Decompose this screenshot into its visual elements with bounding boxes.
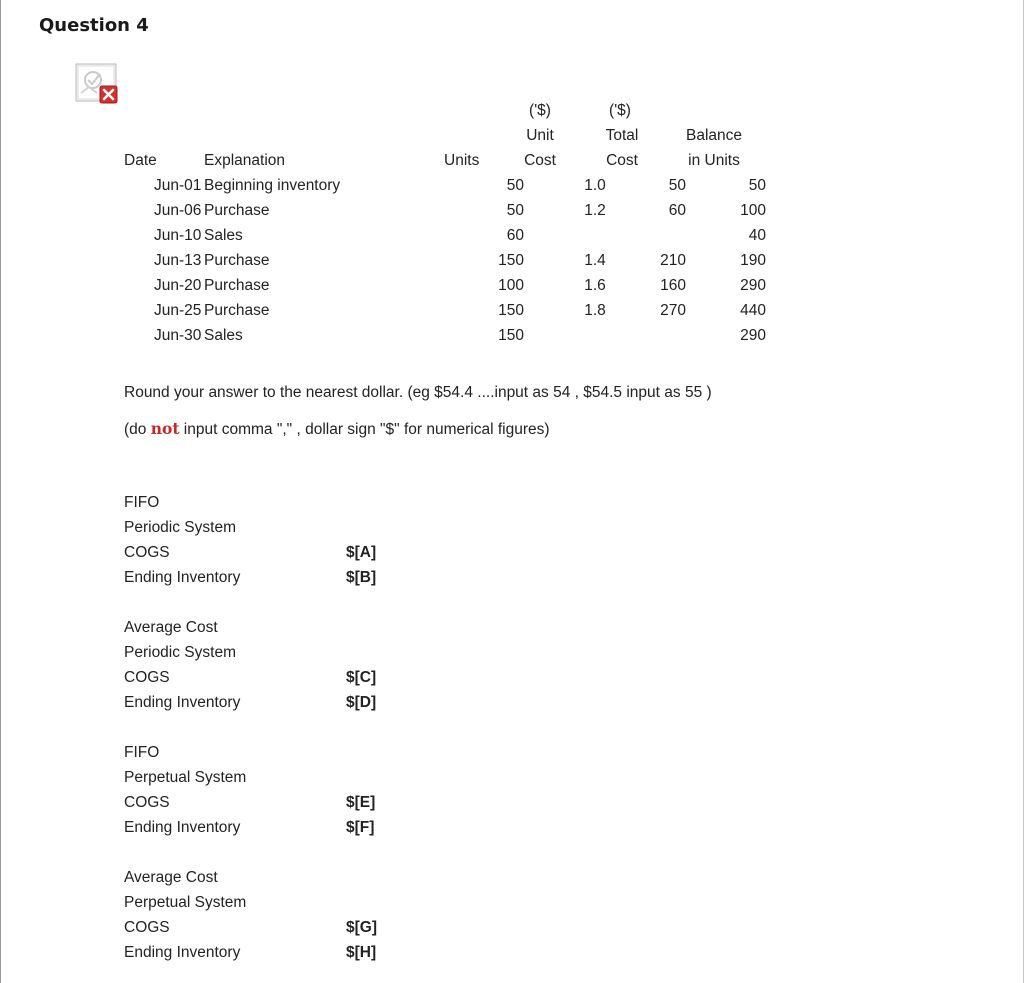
row-units: 100 [498, 277, 524, 294]
row-units: 150 [498, 302, 524, 319]
page-left-border [0, 0, 1, 983]
cogs-label: COGS [124, 669, 170, 686]
input-format-instruction [124, 420, 550, 439]
row-explanation: Beginning inventory [204, 177, 341, 194]
section-method: Average Cost [124, 619, 218, 636]
section-system: Periodic System [124, 644, 236, 661]
header-date: Date [124, 152, 157, 169]
row-balance: 40 [748, 227, 766, 244]
row-date: Jun-13 [154, 252, 202, 269]
section-method: FIFO [124, 744, 160, 761]
row-balance: 190 [740, 252, 766, 269]
row-date: Jun-20 [154, 277, 202, 294]
row-unit-cost: 1.8 [584, 302, 606, 319]
section-system: Perpetual System [124, 769, 247, 786]
row-explanation: Purchase [204, 302, 270, 319]
cogs-label: COGS [124, 544, 170, 561]
ending-inventory-label: Ending Inventory [124, 819, 241, 836]
header-unit: Unit [526, 127, 554, 144]
answer-blank-h[interactable]: $[H] [346, 944, 377, 961]
cogs-label: COGS [124, 794, 170, 811]
row-units: 150 [498, 252, 524, 269]
broken-image-icon [75, 63, 119, 104]
row-explanation: Purchase [204, 202, 270, 219]
row-balance: 50 [748, 177, 766, 194]
section-method: FIFO [124, 494, 160, 511]
row-date: Jun-06 [154, 202, 202, 219]
instruction-suffix: input comma "," , dollar sign "$" for numerical figures) [179, 421, 550, 438]
row-date: Jun-30 [154, 327, 202, 344]
header-explanation: Explanation [204, 152, 286, 169]
row-balance: 290 [740, 277, 766, 294]
header-unit-cost-symbol: ('$) [529, 102, 551, 119]
answer-blank-a[interactable]: $[A] [346, 544, 377, 561]
row-explanation: Sales [204, 327, 243, 344]
ending-inventory-label: Ending Inventory [124, 569, 241, 586]
instruction-not-emphasis: not [150, 419, 180, 438]
answer-blank-f[interactable]: $[F] [346, 819, 375, 836]
row-units: 50 [506, 177, 524, 194]
row-total-cost: 60 [668, 202, 686, 219]
row-explanation: Purchase [204, 277, 270, 294]
row-unit-cost: 1.2 [584, 202, 606, 219]
row-total-cost: 210 [660, 252, 686, 269]
answer-blank-g[interactable]: $[G] [346, 919, 377, 936]
answer-blank-b[interactable]: $[B] [346, 569, 377, 586]
ending-inventory-label: Ending Inventory [124, 944, 241, 961]
row-explanation: Purchase [204, 252, 270, 269]
section-system: Periodic System [124, 519, 236, 536]
row-units: 50 [506, 202, 524, 219]
header-balance: Balance [685, 127, 742, 144]
header-total-cost-symbol: ('$) [609, 102, 631, 119]
cogs-label: COGS [124, 919, 170, 936]
row-total-cost: 50 [668, 177, 686, 194]
instruction-prefix: (do [124, 421, 151, 438]
rounding-instruction: Round your answer to the nearest dollar. (eg $54.4 ....input as 54 , $54.5 input as 55 ) [124, 384, 712, 401]
row-unit-cost: 1.6 [584, 277, 606, 294]
row-date: Jun-01 [154, 177, 202, 194]
header-total: Total [605, 127, 639, 144]
row-balance: 440 [740, 302, 766, 319]
row-explanation: Sales [204, 227, 243, 244]
row-units: 60 [506, 227, 524, 244]
section-system: Perpetual System [124, 894, 247, 911]
row-units: 150 [498, 327, 524, 344]
row-unit-cost: 1.0 [584, 177, 606, 194]
row-balance: 290 [740, 327, 766, 344]
header-in-units: in Units [688, 152, 740, 169]
question-title: Question 4 [39, 15, 149, 36]
header-cost-total: Cost [606, 152, 638, 169]
answer-blank-c[interactable]: $[C] [346, 669, 377, 686]
header-units: Units [444, 152, 480, 169]
answer-blank-e[interactable]: $[E] [346, 794, 376, 811]
row-total-cost: 160 [660, 277, 686, 294]
section-method: Average Cost [124, 869, 218, 886]
row-date: Jun-25 [154, 302, 202, 319]
row-balance: 100 [740, 202, 766, 219]
ending-inventory-label: Ending Inventory [124, 694, 241, 711]
answer-blank-d[interactable]: $[D] [346, 694, 377, 711]
row-date: Jun-10 [154, 227, 202, 244]
row-total-cost: 270 [660, 302, 686, 319]
header-cost: Cost [524, 152, 556, 169]
row-unit-cost: 1.4 [584, 252, 606, 269]
